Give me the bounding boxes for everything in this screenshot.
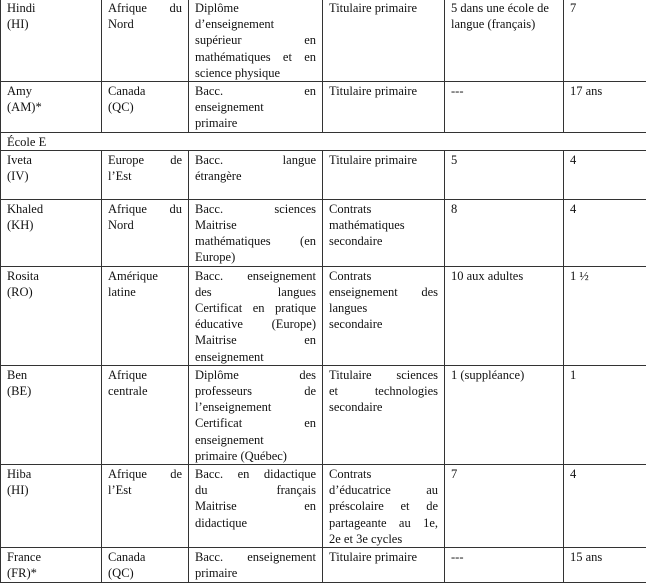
participant-name-cell-line: (KH)	[7, 217, 95, 233]
status-cell-line: Titulaire sciences	[329, 367, 438, 383]
origin-cell-line: Amérique	[108, 268, 182, 284]
status-cell-line: enseignement des	[329, 284, 438, 300]
status-cell-line: Titulaire primaire	[329, 0, 438, 16]
diploma-cell-line: enseignement	[195, 99, 316, 115]
status-cell-line: Titulaire primaire	[329, 152, 438, 168]
years-cell: 17 ans	[564, 82, 646, 133]
diploma-cell-line: Europe)	[195, 249, 316, 265]
status-cell	[323, 465, 445, 548]
diploma-cell-line: professeurs de	[195, 383, 316, 399]
status-cell-line: Titulaire primaire	[329, 83, 438, 99]
origin-cell-line: l’Est	[108, 168, 182, 184]
diploma-cell-line: primaire (Québec)	[195, 448, 316, 464]
participant-name-cell	[1, 82, 102, 133]
diploma-cell-line: étrangère	[195, 168, 316, 184]
status-cell-line: partageante au 1e,	[329, 515, 438, 531]
participant-name-cell-line: (IV)	[7, 168, 95, 184]
table-row	[1, 365, 646, 464]
diploma-cell-line: Bacc. en didactique	[195, 466, 316, 482]
status-cell-line: secondaire	[329, 233, 438, 249]
experience-cell	[445, 266, 564, 365]
origin-cell-line: l’Est	[108, 482, 182, 498]
years-cell: 4	[564, 150, 646, 199]
diploma-cell-line: Diplôme des	[195, 367, 316, 383]
diploma-cell-line: Certificat en	[195, 415, 316, 431]
participant-name-cell-line: (RO)	[7, 284, 95, 300]
participant-name-cell-line: Rosita	[7, 268, 95, 284]
years-cell: 7	[564, 0, 646, 82]
participant-name-cell-line: Ben	[7, 367, 95, 383]
origin-cell-line: (QC)	[108, 99, 182, 115]
experience-cell	[445, 548, 564, 582]
status-cell-line: mathématiques	[329, 217, 438, 233]
status-cell	[323, 266, 445, 365]
origin-cell-line: Canada	[108, 549, 182, 565]
table-row	[1, 0, 646, 82]
experience-cell	[445, 0, 564, 82]
years-cell: 1	[564, 365, 646, 464]
experience-cell	[445, 82, 564, 133]
experience-cell-line: 1 (suppléance)	[451, 367, 557, 383]
diploma-cell-line: l’enseignement	[195, 399, 316, 415]
participant-name-cell-line: Khaled	[7, 201, 95, 217]
status-cell-line: Contrats	[329, 466, 438, 482]
diploma-cell-line: enseignement	[195, 349, 316, 365]
diploma-cell	[189, 82, 323, 133]
participant-name-cell-line: Hindi	[7, 0, 95, 16]
diploma-cell	[189, 465, 323, 548]
status-cell	[323, 365, 445, 464]
participant-name-cell	[1, 0, 102, 82]
origin-cell	[102, 82, 189, 133]
origin-cell-line: Afrique du	[108, 201, 182, 217]
participant-name-cell-line: (BE)	[7, 383, 95, 399]
origin-cell-line: Nord	[108, 16, 182, 32]
years-cell: 4	[564, 199, 646, 266]
experience-cell-line: 5 dans une école de	[451, 0, 557, 16]
participant-name-cell-line: (HI)	[7, 482, 95, 498]
participant-name-cell	[1, 150, 102, 199]
table-row	[1, 266, 646, 365]
participant-name-cell	[1, 266, 102, 365]
diploma-cell-line: mathématiques (en	[195, 233, 316, 249]
origin-cell	[102, 548, 189, 582]
diploma-cell-line: Maitrise	[195, 217, 316, 233]
experience-cell-line: langue (français)	[451, 16, 557, 32]
status-cell	[323, 0, 445, 82]
status-cell	[323, 82, 445, 133]
experience-cell-line: 5	[451, 152, 557, 168]
origin-cell-line: Europe de	[108, 152, 182, 168]
diploma-cell	[189, 0, 323, 82]
origin-cell-line: latine	[108, 284, 182, 300]
diploma-cell-line: Certificat en pratique	[195, 300, 316, 316]
status-cell-line: et technologies	[329, 383, 438, 399]
diploma-cell-line: enseignement	[195, 432, 316, 448]
experience-cell	[445, 199, 564, 266]
table-row	[1, 82, 646, 133]
diploma-cell-line: primaire	[195, 115, 316, 131]
origin-cell-line: Afrique	[108, 367, 182, 383]
diploma-cell-line: Bacc. langue	[195, 152, 316, 168]
diploma-cell-line: mathématiques et en	[195, 49, 316, 65]
table-row	[1, 199, 646, 266]
status-cell-line: langues	[329, 300, 438, 316]
diploma-cell	[189, 548, 323, 582]
origin-cell	[102, 199, 189, 266]
diploma-cell-line: Bacc. sciences	[195, 201, 316, 217]
origin-cell-line: Nord	[108, 217, 182, 233]
diploma-cell-line: d’enseignement	[195, 16, 316, 32]
origin-cell	[102, 150, 189, 199]
diploma-cell-line: didactique	[195, 515, 316, 531]
status-cell-line: secondaire	[329, 399, 438, 415]
diploma-cell-line: science physique	[195, 65, 316, 81]
years-cell: 1 ½	[564, 266, 646, 365]
diploma-cell-line: des langues	[195, 284, 316, 300]
participant-name-cell-line: (FR)*	[7, 565, 95, 581]
participant-name-cell	[1, 199, 102, 266]
origin-cell-line: Canada	[108, 83, 182, 99]
participant-name-cell-line: Amy	[7, 83, 95, 99]
diploma-cell	[189, 365, 323, 464]
diploma-cell-line: Bacc. enseignement	[195, 549, 316, 565]
status-cell-line: 2e et 3e cycles	[329, 531, 438, 547]
experience-cell	[445, 365, 564, 464]
diploma-cell-line: du français	[195, 482, 316, 498]
diploma-cell-line: Maitrise en	[195, 498, 316, 514]
table-row	[1, 150, 646, 199]
status-cell	[323, 199, 445, 266]
diploma-cell-line: éducative (Europe)	[195, 316, 316, 332]
origin-cell-line: Afrique de	[108, 466, 182, 482]
table-row	[1, 465, 646, 548]
diploma-cell	[189, 199, 323, 266]
experience-cell-line: 8	[451, 201, 557, 217]
years-cell: 15 ans	[564, 548, 646, 582]
participant-name-cell	[1, 548, 102, 582]
diploma-cell-line: primaire	[195, 565, 316, 581]
experience-cell-line: ---	[451, 83, 557, 99]
status-cell-line: préscolaire et de	[329, 498, 438, 514]
participants-table-body	[1, 0, 646, 582]
participant-name-cell-line: (AM)*	[7, 99, 95, 115]
diploma-cell-line: Bacc. enseignement	[195, 268, 316, 284]
participant-name-cell-line: Hiba	[7, 466, 95, 482]
origin-cell-line: (QC)	[108, 565, 182, 581]
status-cell-line: secondaire	[329, 316, 438, 332]
origin-cell	[102, 465, 189, 548]
participant-name-cell	[1, 365, 102, 464]
diploma-cell	[189, 266, 323, 365]
origin-cell	[102, 266, 189, 365]
experience-cell-line: ---	[451, 549, 557, 565]
experience-cell	[445, 465, 564, 548]
status-cell-line: Contrats	[329, 201, 438, 217]
diploma-cell-line: supérieur en	[195, 32, 316, 48]
status-cell	[323, 150, 445, 199]
section-title: École E	[1, 132, 646, 150]
diploma-cell	[189, 150, 323, 199]
section-row	[1, 132, 646, 150]
diploma-cell-line: Maitrise en	[195, 332, 316, 348]
participant-name-cell-line: (HI)	[7, 16, 95, 32]
origin-cell	[102, 365, 189, 464]
experience-cell	[445, 150, 564, 199]
diploma-cell-line: Diplôme	[195, 0, 316, 16]
table-row	[1, 548, 646, 582]
status-cell-line: Titulaire primaire	[329, 549, 438, 565]
status-cell	[323, 548, 445, 582]
origin-cell-line: Afrique du	[108, 0, 182, 16]
years-cell: 4	[564, 465, 646, 548]
experience-cell-line: 7	[451, 466, 557, 482]
participant-name-cell	[1, 465, 102, 548]
participant-name-cell-line: Iveta	[7, 152, 95, 168]
origin-cell	[102, 0, 189, 82]
status-cell-line: Contrats	[329, 268, 438, 284]
origin-cell-line: centrale	[108, 383, 182, 399]
status-cell-line: d’éducatrice au	[329, 482, 438, 498]
experience-cell-line: 10 aux adultes	[451, 268, 557, 284]
diploma-cell-line: Bacc. en	[195, 83, 316, 99]
participant-name-cell-line: France	[7, 549, 95, 565]
